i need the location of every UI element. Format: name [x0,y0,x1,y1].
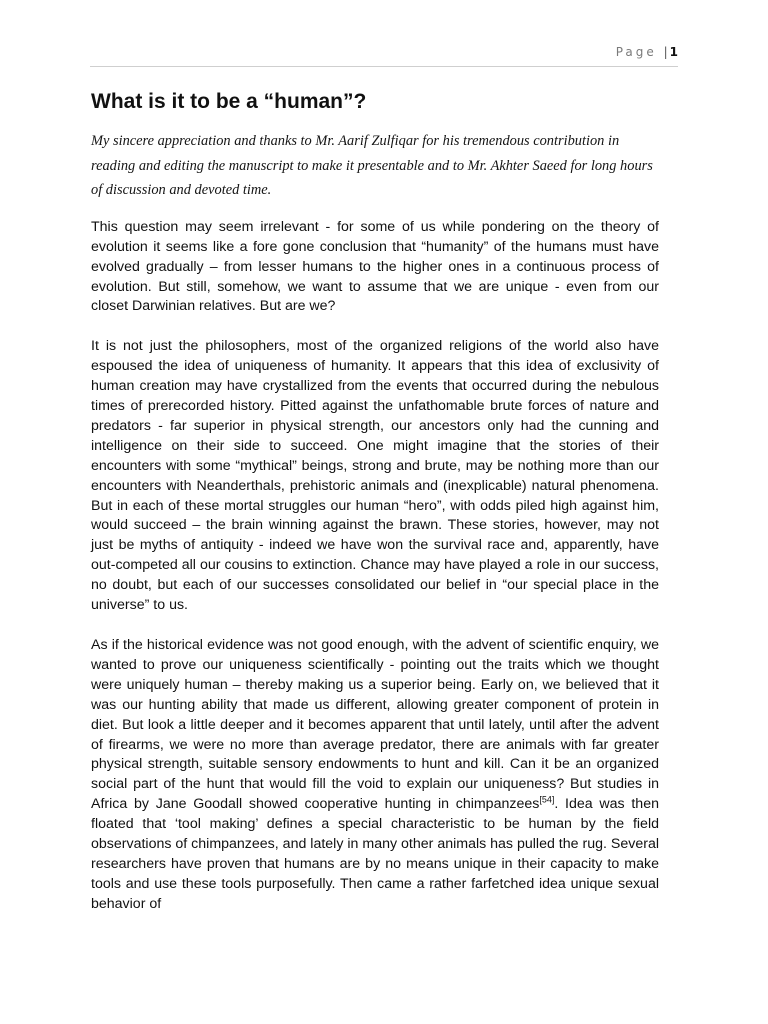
page-label: Page [615,45,657,59]
paragraph-3 [91,636,659,915]
paragraph-3-text-before-reference: As if the historical evidence was not good enough, with the advent of scientific enquiry, we wanted to prove our uniqueness scientifically - pointing out the traits which we thought were uniquely human – thereby making us a superior being. Early on, we believed that it was our hunting ability that made us different, allowing greater component of protein in diet. But look a little deeper and it becomes apparent that until lately, until after the advent of firearms, we were no more than average predator, there are animals with far greater physical strength, suitable sensory endowments to hunt and kill. Can it be an organized social part of the hunt that would fill the void to explain our uniqueness? But studies in Africa by Jane Goodall showed cooperative hunting in chimpanzees [91,637,659,813]
paragraph-1: This question may seem irrelevant - for some of us while pondering on the theory of evolution it seems like a fore gone conclusion that “humanity” of the humans must have evolved gradually – from lesser humans to the higher ones in a continuous process of evolution. But still, somehow, we want to assume that we are unique - even from our closet Darwinian relatives. But are we? [91,218,659,315]
acknowledgement: My sincere appreciation and thanks to Mr. Aarif Zulfiqar for his tremendous contribution in reading and editing the manuscript to make it presentable and to Mr. Akhter Saeed for long hours of discussion and devoted time. [91,133,653,199]
document-title: What is it to be a “human”? [91,90,367,113]
page-separator: | [663,45,668,59]
paragraph-3-text-after-reference: . Idea was then floated that ‘tool making’ defines a special characteristic to be human by the field observations of chimpanzees, and lately in many other animals has pulled the rug. Several researchers have proven that humans are by no means unique in their capacity to make tools and use these tools purposefully. Then came a rather farfetched idea unique sexual behavior of [91,796,659,912]
paragraph-2: It is not just the philosophers, most of the organized religions of the world also have espoused the idea of uniqueness of humanity. It appears that this idea of exclusivity of human creation may have crystallized from the events that occurred during the nebulous times of prerecorded history. Pitted against the unfathomable brute forces of nature and predators - far superior in physical strength, our ancestors only had the cunning and intelligence on their side to succeed. One might imagine that the stories of their encounters with some “mythical” beings, strong and brute, may be nothing more than our encounters with Neanderthals, prehistoric animals and (inexplicable) natural phenomena. But in each of these mortal struggles our human “hero”, with odds piled high against him, would succeed – the brain winning against the brawn. These stories, however, may not just be myths of antiquity - indeed we have won the survival race and, apparently, have out-competed all our cousins to extinction. Chance may have played a role in our success, no doubt, but each of our successes consolidated our belief in “our special place in the universe” to us. [91,338,659,614]
page-number-header [616,45,678,59]
header-rule [90,66,678,67]
citation-reference: [54] [539,794,555,805]
page-number: 1 [669,45,678,59]
document-body [91,88,659,935]
